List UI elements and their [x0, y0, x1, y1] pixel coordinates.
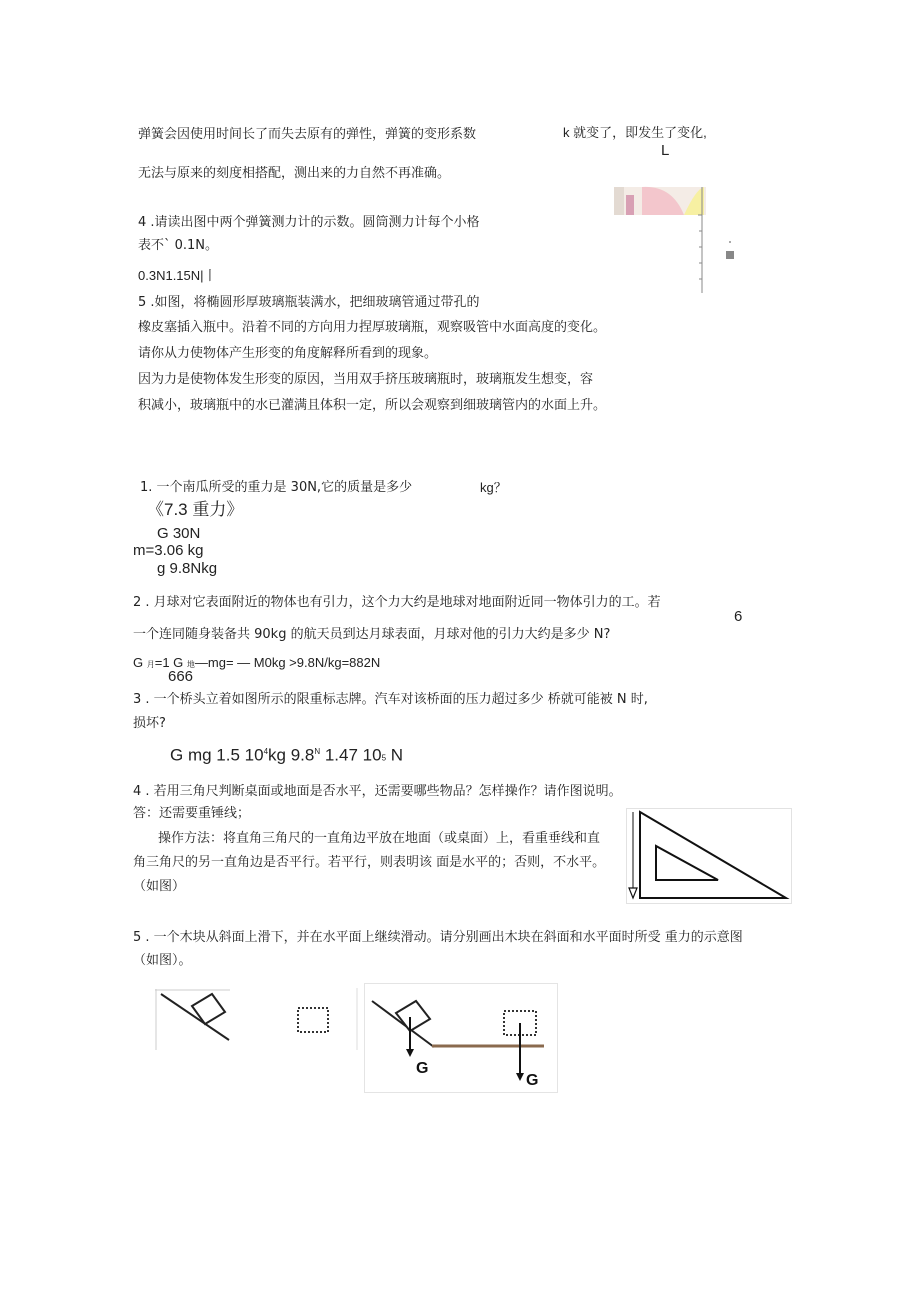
p1-line2: 无法与原来的刻度相搭配，测出来的力自然不再准确。: [138, 166, 451, 181]
q2-answer-a: G: [133, 655, 147, 670]
q4a-line1: 4 .请读出图中两个弹簧测力计的示数。圆筒测力计每个小格: [138, 215, 480, 230]
q5b-line2: （如图）。: [133, 953, 192, 968]
p1-line1-b: k 就变了，即发生了变化,: [563, 125, 707, 140]
q1-text-a: 1. 一个南瓜所受的重力是 30N,它的质量是多少: [140, 480, 413, 495]
q3-answer-sup1: 4: [263, 747, 269, 756]
q3-answer-a: G mg 1.5 10: [170, 745, 264, 765]
spring-scale-figure: [612, 185, 742, 295]
q2-line2: 一个连同随身装备共 90kg 的航天员到达月球表面，月球对他的引力大约是多少 N?: [133, 627, 611, 642]
q3-answer-c: 1.47 10: [320, 745, 382, 765]
q2-answer-sub2: 地: [186, 660, 195, 669]
q2-answer-666: 666: [168, 668, 194, 685]
q3-answer-sub: 5: [381, 753, 387, 763]
q2-answer-sub1: 月: [146, 660, 155, 669]
q5a-line4: 因为力是使物体发生形变的原因，当用双手挤压玻璃瓶时，玻璃瓶发生想变，容: [138, 372, 594, 387]
q3-answer-d: N: [386, 745, 404, 765]
q3-answer-sup2: N: [314, 747, 321, 756]
q5b-line1: 5 . 一个木块从斜面上滑下，并在水平面上继续滑动。请分别画出木块在斜面和水平面时所受 重力的示意图: [133, 930, 743, 945]
q3-answer-b: kg 9.8: [268, 745, 315, 765]
dotted-block-figure: [294, 988, 358, 1050]
q2-answer-c: —mg= — M0kg >9.8N/kg=882N: [194, 655, 381, 670]
triangle-ruler-figure: [626, 808, 792, 904]
q1-text-b: kg？: [480, 480, 507, 495]
q4a-line2: 表不` 0.1N。: [138, 238, 219, 253]
q5a-line5: 积减小，玻璃瓶中的水已灌满且体积一定，所以会观察到细玻璃管内的水面上升。: [138, 398, 607, 413]
q2-six: 6: [734, 608, 743, 625]
q1-formula-2: m=3.06 kg: [133, 542, 204, 559]
q4b-line4: 角三角尺的另一直角边是否平行。若平行，则表明该 面是水平的；否则，不水平。: [133, 855, 606, 870]
q1-formula-3: g 9.8Nkg: [157, 560, 218, 577]
q4b-line5: （如图）: [133, 879, 186, 894]
incline-block-figure: [155, 988, 230, 1050]
gravity-label-flat: G: [526, 1072, 539, 1089]
q4b-line2: 答：还需要重锤线；: [133, 806, 251, 821]
q4a-answer: 0.3N1.15N|丨: [138, 268, 217, 283]
q2-answer-b: =1 G: [154, 655, 187, 670]
q4b-line3: 操作方法：将直角三角尺的一直角边平放在地面（或桌面）上，看重垂线和直: [158, 831, 601, 846]
q1-formula-1: G 30N: [157, 525, 201, 542]
section-title: 《7.3 重力》: [147, 500, 244, 519]
p1-line1-a: 弹簧会因使用时间长了而失去原有的弹性，弹簧的变形系数: [138, 127, 477, 142]
q2-line1: 2 . 月球对它表面附近的物体也有引力，这个力大约是地球对地面附近同一物体引力的工。若: [133, 595, 661, 610]
q5a-line3: 请你从力使物体产生形变的角度解释所看到的现象。: [138, 346, 438, 361]
gravity-diagram-figure: [364, 983, 558, 1093]
q3-line2: 损坏?: [133, 716, 166, 731]
q4b-line1: 4 . 若用三角尺判断桌面或地面是否水平，还需要哪些物品？怎样操作？请作图说明。: [133, 784, 622, 799]
q3-answer: [170, 742, 403, 769]
gravity-label-incline: G: [416, 1060, 429, 1077]
q5a-line2: 橡皮塞插入瓶中。沿着不同的方向用力捏厚玻璃瓶，观察吸管中水面高度的变化。: [138, 320, 607, 335]
q3-line1: 3 . 一个桥头立着如图所示的限重标志牌。汽车对该桥面的压力超过多少 桥就可能被 N 时,: [133, 692, 648, 707]
p1-line1-L: L: [661, 142, 670, 159]
q5a-line1: 5 .如图，将椭圆形厚玻璃瓶装满水，把细玻璃管通过带孔的: [138, 295, 480, 310]
